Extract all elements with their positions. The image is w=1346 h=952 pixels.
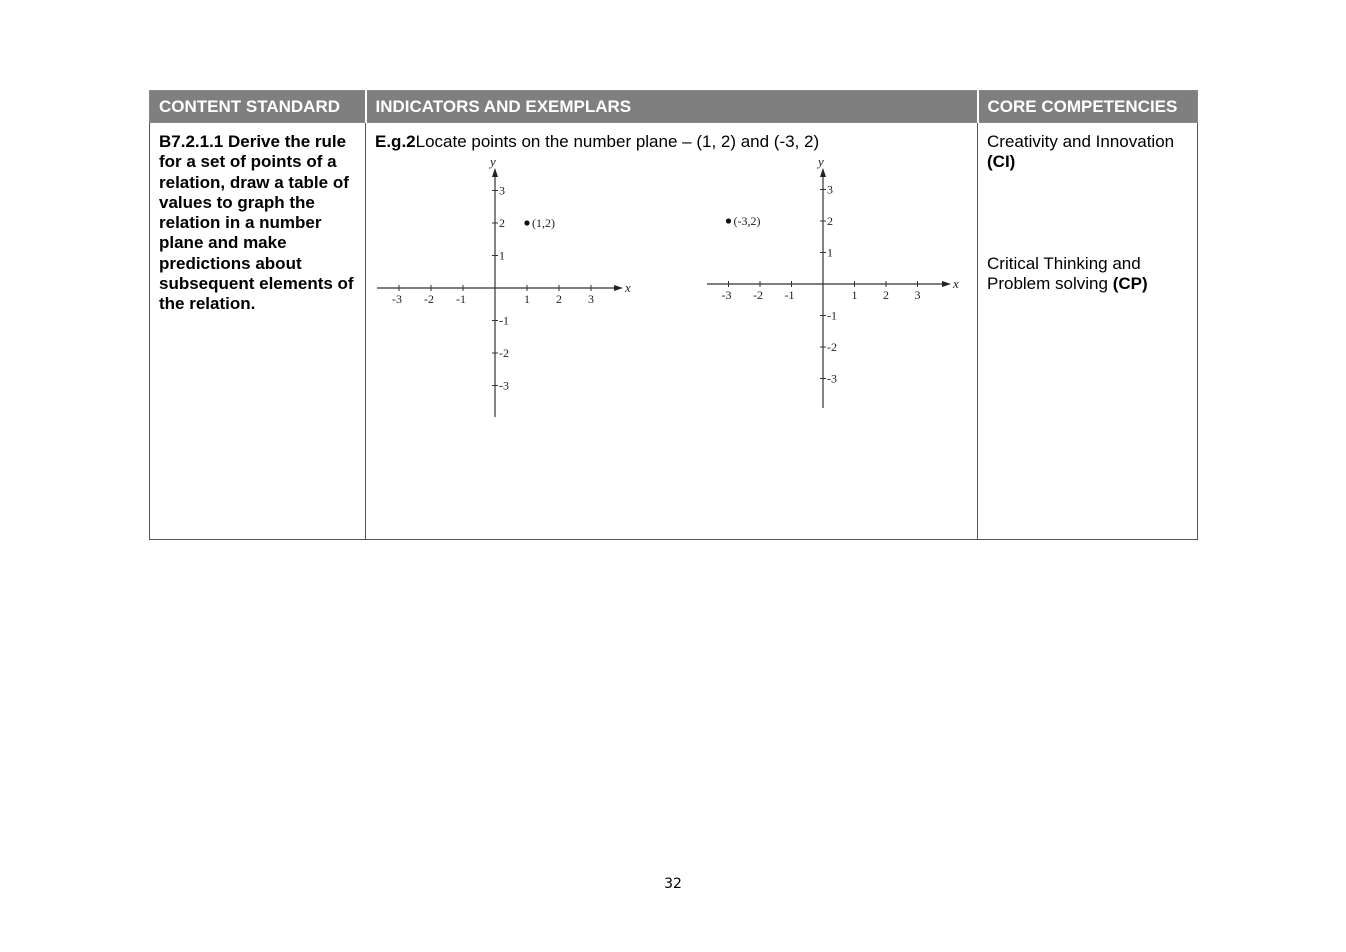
plane-2-point-label: (-3,2) <box>733 214 761 229</box>
competency-creativity: Creativity and Innovation (CI) <box>987 132 1175 172</box>
page-number: 32 <box>664 876 682 892</box>
content-standard-text: B7.2.1.1 Derive the rule for a set of points of a relation, draw a table of values to graph the relation in a number plane and make predictions about subsequent elements of the relation. <box>159 132 354 314</box>
plane-1-x-tick-label: -3 <box>392 292 402 307</box>
table-header-row <box>150 91 1198 123</box>
plane-2-y-tick-label: 1 <box>827 245 833 260</box>
plane-2-y-tick-label: 2 <box>827 214 833 229</box>
plane-2-y-label: y <box>818 154 824 170</box>
plane-1-y-tick-label: -1 <box>499 313 509 328</box>
header-core-competencies: CORE COMPETENCIES <box>978 91 1198 123</box>
exemplar-cell <box>366 123 978 540</box>
plane-1-x-arrow <box>614 285 623 291</box>
plane-2-x-tick-label: 1 <box>851 288 858 303</box>
number-planes-svg <box>366 152 966 442</box>
plane-1-x-tick-label: 3 <box>588 292 594 307</box>
plane-1-x-tick-label: -2 <box>424 292 434 307</box>
competency-critical-thinking: Critical Thinking and Problem solving (CP) <box>987 253 1148 293</box>
plane-1-y-tick-label: -3 <box>499 378 509 393</box>
plane-1-y-label: y <box>490 154 496 170</box>
plane-1-x-tick-label: -1 <box>456 292 466 307</box>
table-row <box>150 123 1198 540</box>
plane-1-x-tick-label: 1 <box>524 292 530 307</box>
plane-2-x-tick-label: -1 <box>784 288 795 303</box>
core-competencies-cell <box>978 123 1198 540</box>
header-content-standard: CONTENT STANDARD <box>150 91 366 123</box>
plane-2-y-arrow <box>820 168 826 177</box>
plane-2-x-tick-label: -2 <box>753 288 763 303</box>
plane-2-point <box>726 219 731 224</box>
plane-2-x-tick-label: -3 <box>721 288 732 303</box>
plane-1-y-tick-label: -2 <box>499 346 509 361</box>
plane-2-x-tick-label: 3 <box>914 288 921 303</box>
plane-2-x-arrow <box>942 281 951 287</box>
plane-1-y-tick-label: 3 <box>499 183 505 198</box>
header-indicators-exemplars: INDICATORS AND EXEMPLARS <box>366 91 978 123</box>
number-plane-graphs <box>366 152 966 442</box>
plane-2-x-label: x <box>953 276 959 292</box>
plane-2-y-tick-label: -2 <box>827 340 837 355</box>
plane-2-x-tick-label: 2 <box>883 288 889 303</box>
plane-1-x-label: x <box>625 280 631 296</box>
plane-1-point <box>524 221 529 226</box>
curriculum-table <box>149 90 1198 540</box>
plane-1-y-arrow <box>492 168 498 177</box>
plane-1-y-tick-label: 1 <box>499 248 505 263</box>
plane-1-x-tick-label: 2 <box>556 292 562 307</box>
plane-2-y-tick-label: -3 <box>827 371 837 386</box>
exemplar-label: E.g.2 <box>375 132 416 151</box>
plane-2-y-tick-label: -1 <box>827 308 837 323</box>
exemplar-heading <box>375 132 968 152</box>
plane-2-y-tick-label: 3 <box>827 182 833 197</box>
plane-1-y-tick-label: 2 <box>499 216 505 231</box>
plane-1-point-label: (1,2) <box>532 216 555 231</box>
exemplar-text: Locate points on the number plane – (1, 2) and (-3, 2) <box>415 132 820 151</box>
content-standard-cell <box>150 123 366 540</box>
